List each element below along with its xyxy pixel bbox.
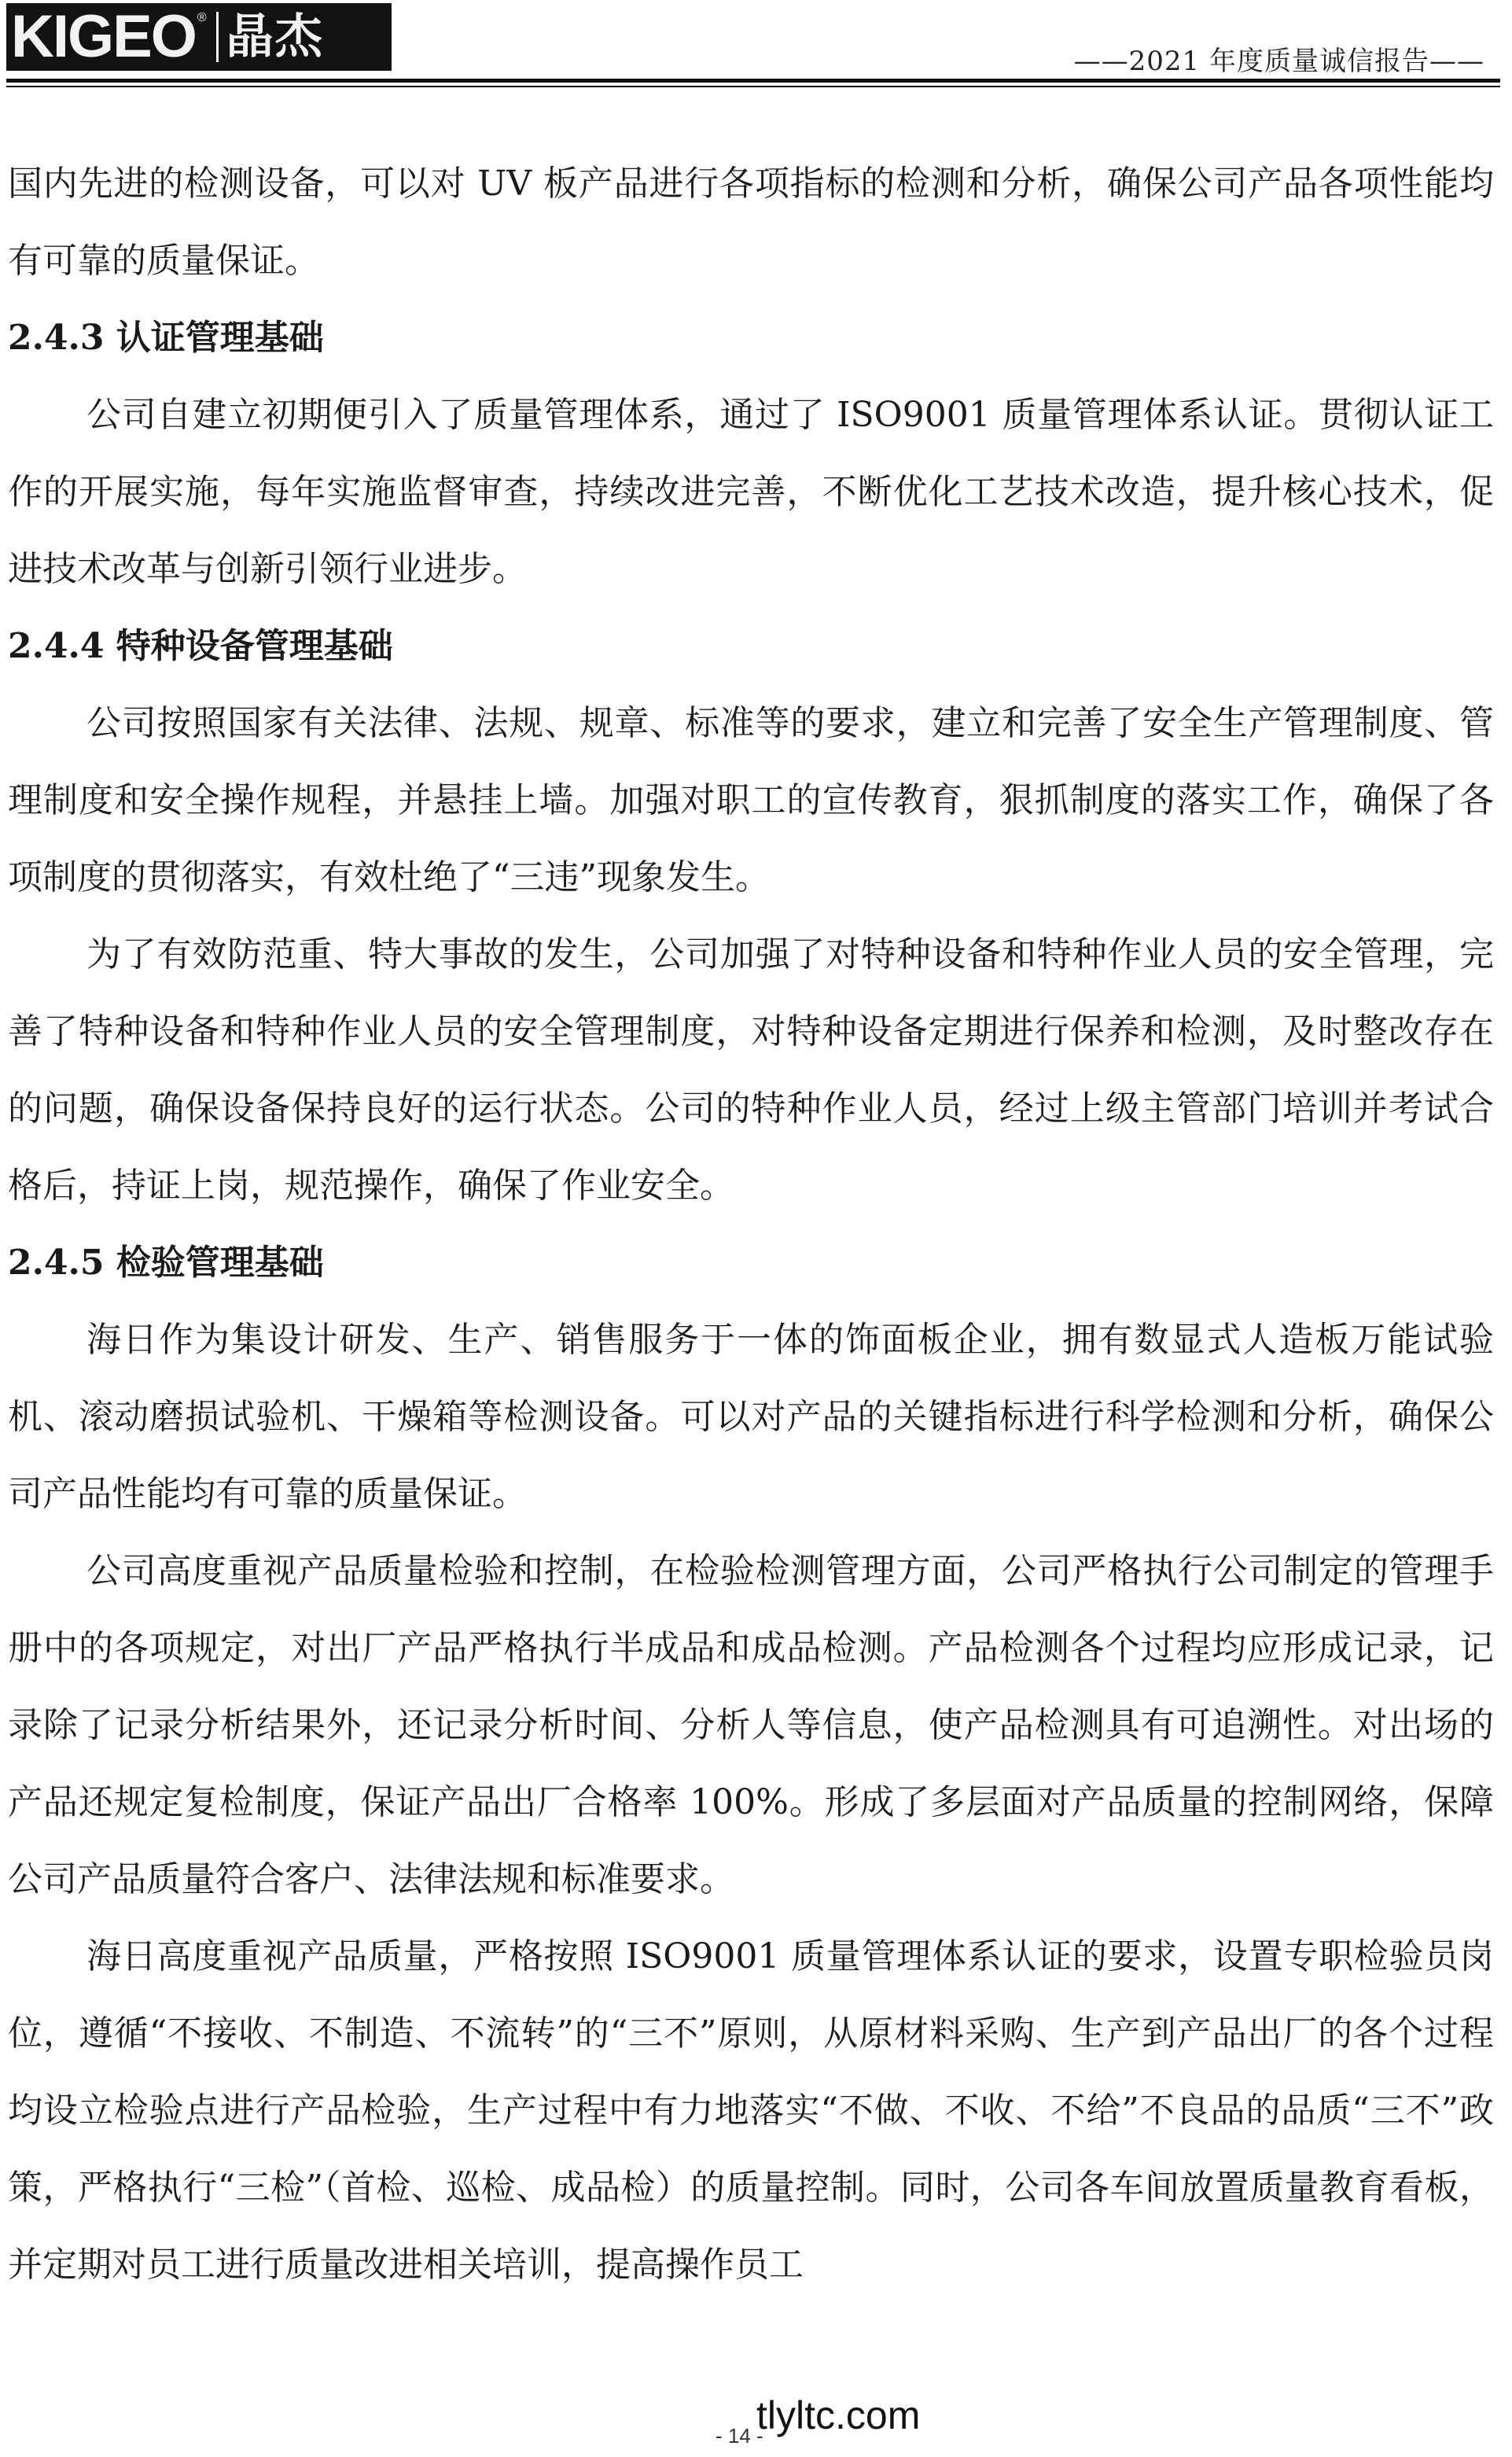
paragraph-inspection-control: 公司高度重视产品质量检验和控制，在检验检测管理方面，公司严格执行公司制定的管理手册中的各项规定，对出厂产品严格执行半成品和成品检测。产品检测各个过程均应形成记录，记录除了记录分析结果外，还记录分析时间、分析人等信息，使产品检测具有可追溯性。对出场的产品还规定复检制度，保证产品出厂合格率 100%。形成了多层面对产品质量的控制网络，保障公司产品质量符合客户、法律法规和标准要求。 xyxy=(8,1551,1494,1899)
header-rule-thick xyxy=(6,79,1500,83)
paragraph-safety-rules: 公司按照国家有关法律、法规、规章、标准等的要求，建立和完善了安全生产管理制度、管理制度和安全操作规程，并悬挂上墙。加强对职工的宣传教育，狠抓制度的落实工作，确保了各项制度的贯彻落实，有效杜绝了“三违”现象发生。 xyxy=(8,703,1494,897)
report-title: ——2021 年度质量诚信报告—— xyxy=(1073,46,1484,77)
paragraph-inspection-equipment: 海日作为集设计研发、生产、销售服务于一体的饰面板企业，拥有数显式人造板万能试验机、滚动磨损试验机、干燥箱等检测设备。可以对产品的关键指标进行科学检测和分析，确保公司产品性能均有可靠的质量保证。 xyxy=(8,1320,1494,1514)
paragraph-certification: 公司自建立初期便引入了质量管理体系，通过了 ISO9001 质量管理体系认证。贯彻认证工作的开展实施，每年实施监督审查，持续改进完善，不断优化工艺技术改造，提升核心技术，促进技术改革与创新引领行业进步。 xyxy=(8,395,1494,589)
paragraph-quality-principles: 海日高度重视产品质量，严格按照 ISO9001 质量管理体系认证的要求，设置专职检验员岗位，遵循“不接收、不制造、不流转”的“三不”原则，从原材料采购、生产到产品出厂的各个过程均设立检验点进行产品检验，生产过程中有力地落实“不做、不收、不给”不良品的品质“三不”政策，严格执行“三检”（首检、巡检、成品检）的质量控制。同时，公司各车间放置质量教育看板，并定期对员工进行质量改进相关培训，提高操作员工 xyxy=(8,1936,1494,2285)
logo-divider xyxy=(216,12,219,62)
section-heading-2-4-4: 2.4.4 特种设备管理基础 xyxy=(8,626,393,666)
paragraph-special-equipment: 为了有效防范重、特大事故的发生，公司加强了对特种设备和特种作业人员的安全管理，完善了特种设备和特种作业人员的安全管理制度，对特种设备定期进行保养和检测，及时整改存在的问题，确保设备保持良好的运行状态。公司的特种作业人员，经过上级主管部门培训并考试合格后，持证上岗，规范操作，确保了作业安全。 xyxy=(8,934,1494,1206)
section-heading-2-4-5: 2.4.5 检验管理基础 xyxy=(8,1243,324,1283)
registered-mark: ® xyxy=(197,11,207,24)
header-rule-thin xyxy=(6,86,1500,87)
logo-text: KIGEO xyxy=(11,3,196,70)
watermark: tlyltc.com xyxy=(756,2393,921,2437)
page-number: - 14 - xyxy=(716,2424,763,2448)
document-body xyxy=(8,146,1494,2304)
company-logo xyxy=(6,3,392,71)
page-header xyxy=(6,3,1500,85)
logo-chinese-name: 晶杰 xyxy=(226,9,324,64)
paragraph-continued: 国内先进的检测设备，可以对 UV 板产品进行各项指标的检测和分析，确保公司产品各项性能均有可靠的质量保证。 xyxy=(8,164,1494,281)
section-heading-2-4-3: 2.4.3 认证管理基础 xyxy=(8,318,324,358)
